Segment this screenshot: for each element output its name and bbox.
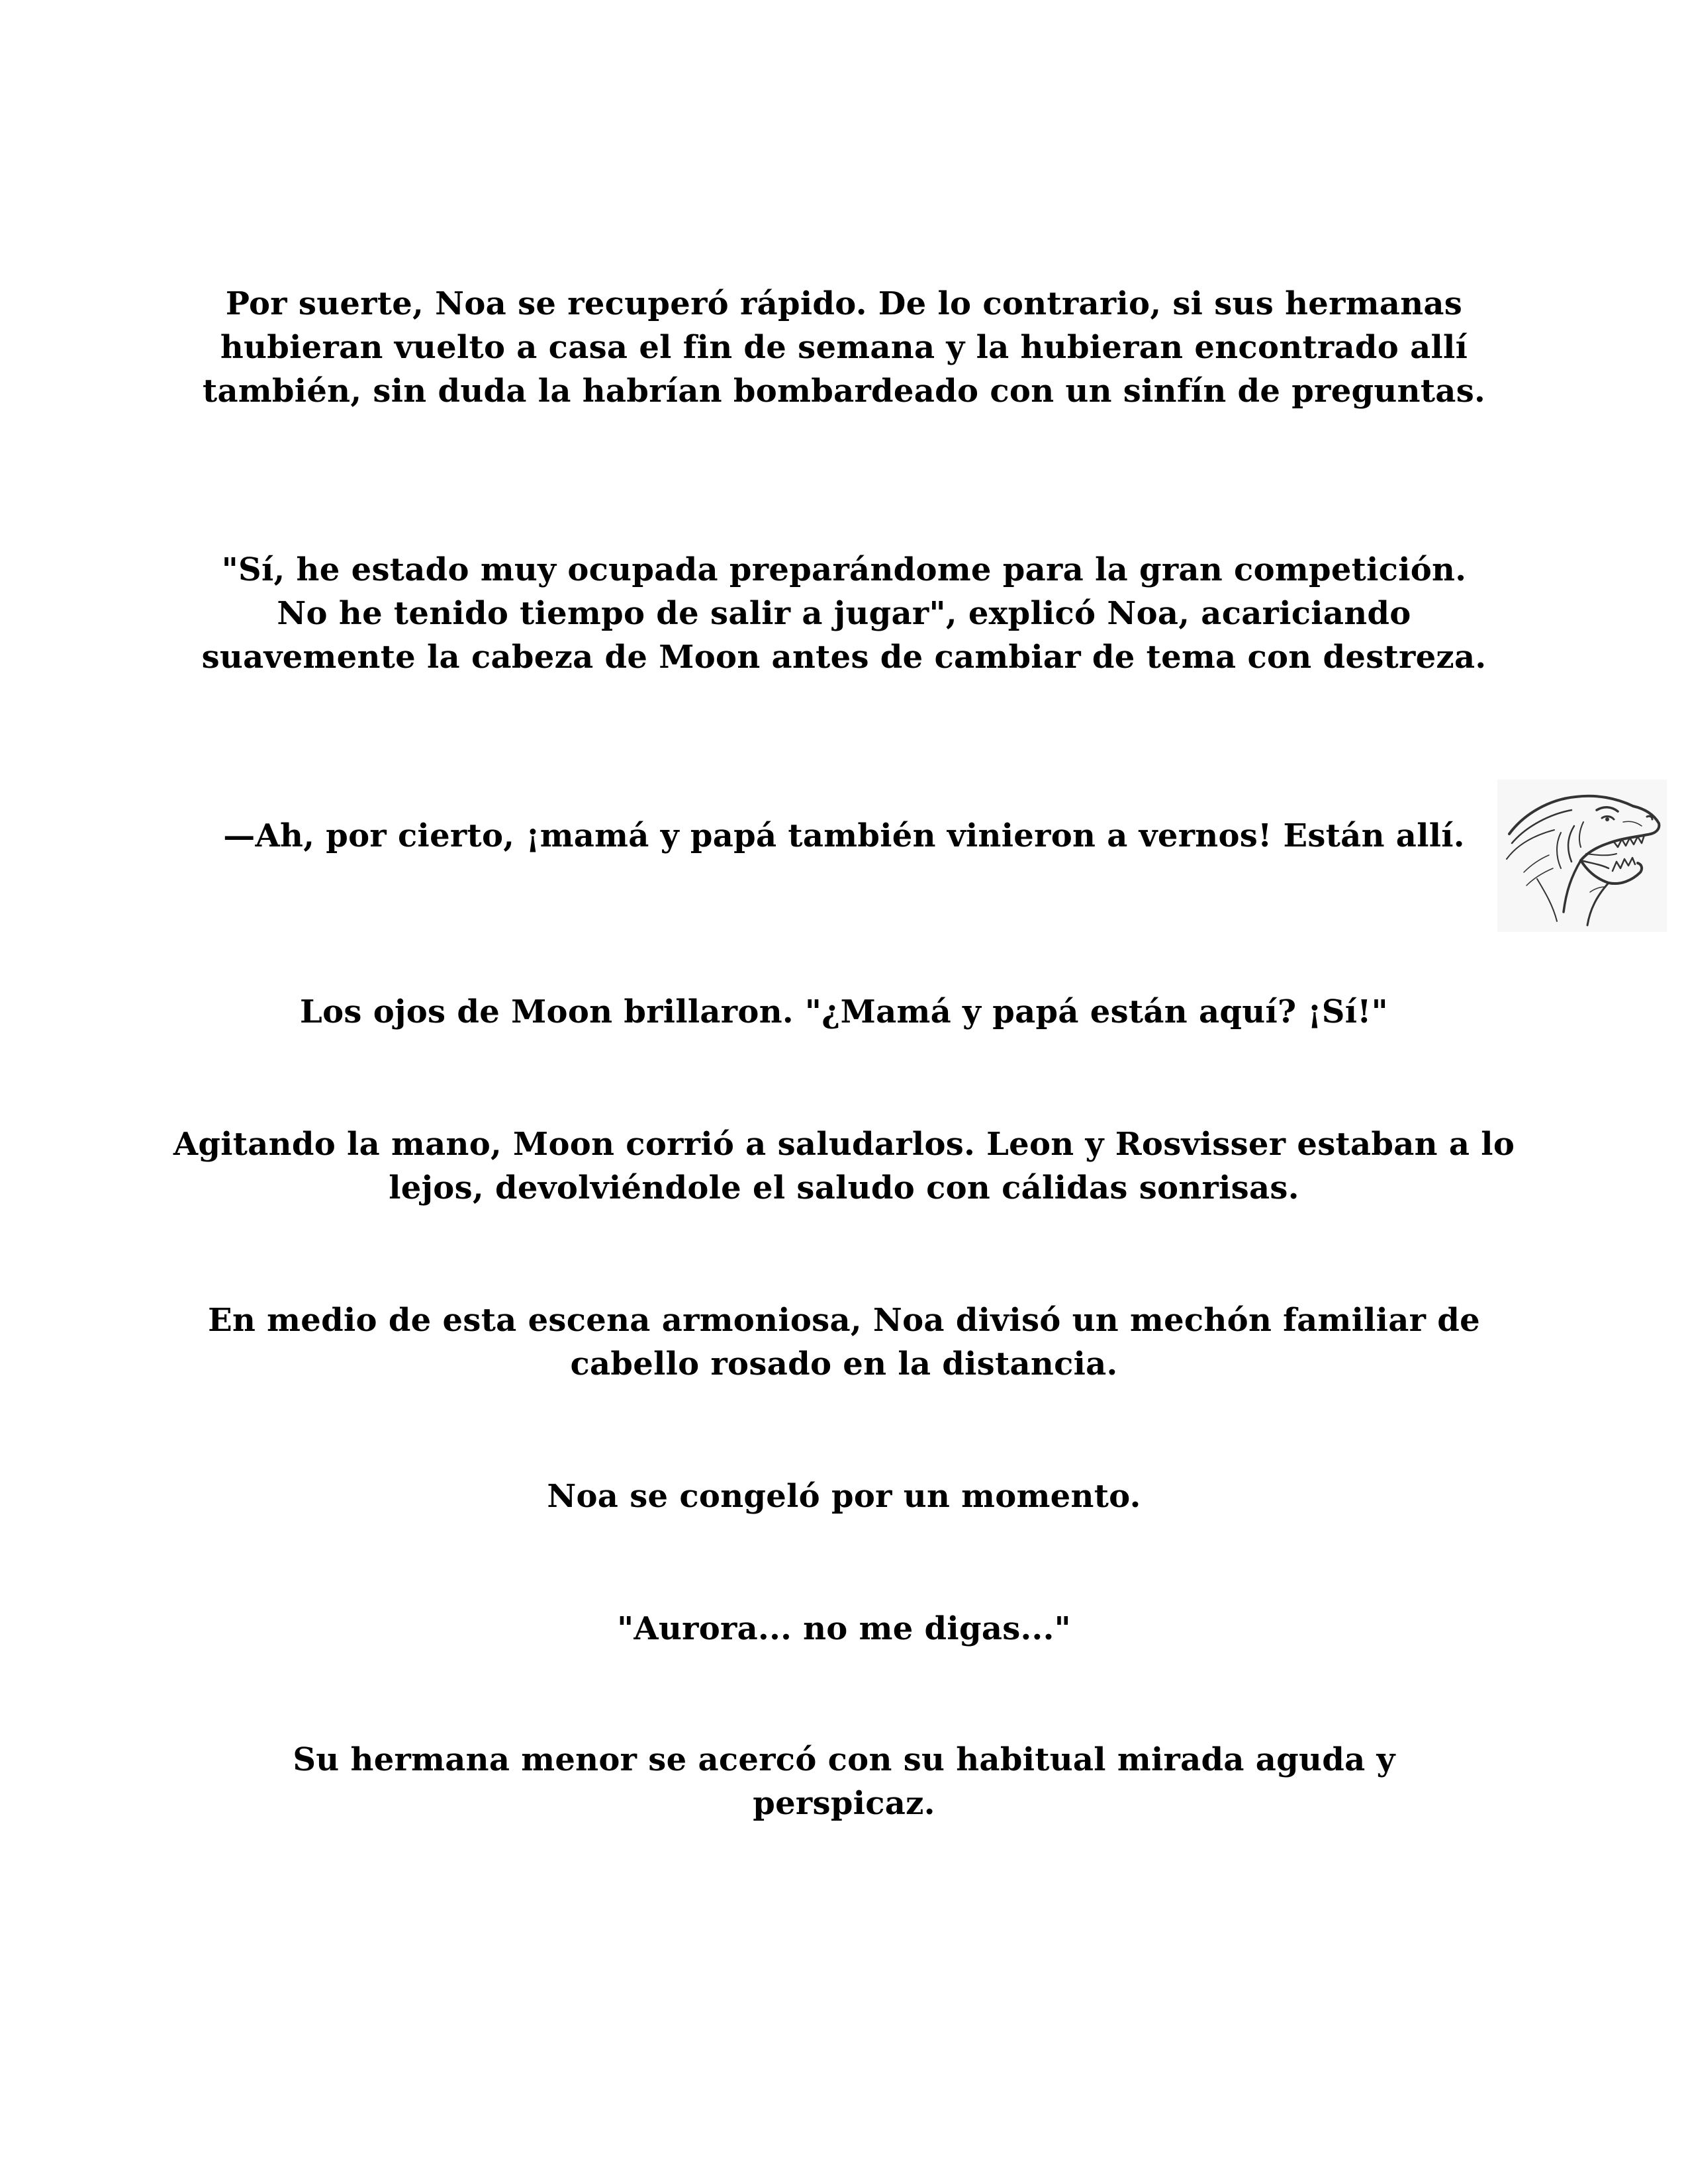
dinosaur-head-sketch-icon [1497, 780, 1667, 932]
paragraph-4: Los ojos de Moon brillaron. "¿Mamá y papá están aquí? ¡Sí!" [300, 993, 1388, 1030]
paragraph-7: Noa se congeló por un momento. [547, 1478, 1141, 1515]
paragraph-9: Su hermana menor se acercó con su habitual mirada aguda y perspicaz. [293, 1741, 1395, 1822]
paragraph-1: Por suerte, Noa se recuperó rápido. De lo contrario, si sus hermanas hubieran vuelto a casa el fin de semana y la hubieran encontrado allí también, sin duda la habrían bombardeado con un sinfín de preguntas. [202, 285, 1486, 410]
paragraph-2: "Sí, he estado muy ocupada preparándome para la gran competición. No he tenido tiempo de salir a jugar", explicó Noa, acariciando suavemente la cabeza de Moon antes de cambiar de tema con destreza. [201, 551, 1487, 676]
paragraph-6: En medio de esta escena armoniosa, Noa divisó un mechón familiar de cabello rosado en la distancia. [208, 1302, 1480, 1383]
paragraph-5: Agitando la mano, Moon corrió a saludarlos. Leon y Rosvisser estaban a lo lejos, devolviéndole el saludo con cálidas sonrisas. [173, 1126, 1515, 1206]
paragraph-3: —Ah, por cierto, ¡mamá y papá también vinieron a vernos! Están allí. [223, 817, 1465, 854]
paragraph-8: "Aurora... no me digas..." [617, 1610, 1071, 1647]
